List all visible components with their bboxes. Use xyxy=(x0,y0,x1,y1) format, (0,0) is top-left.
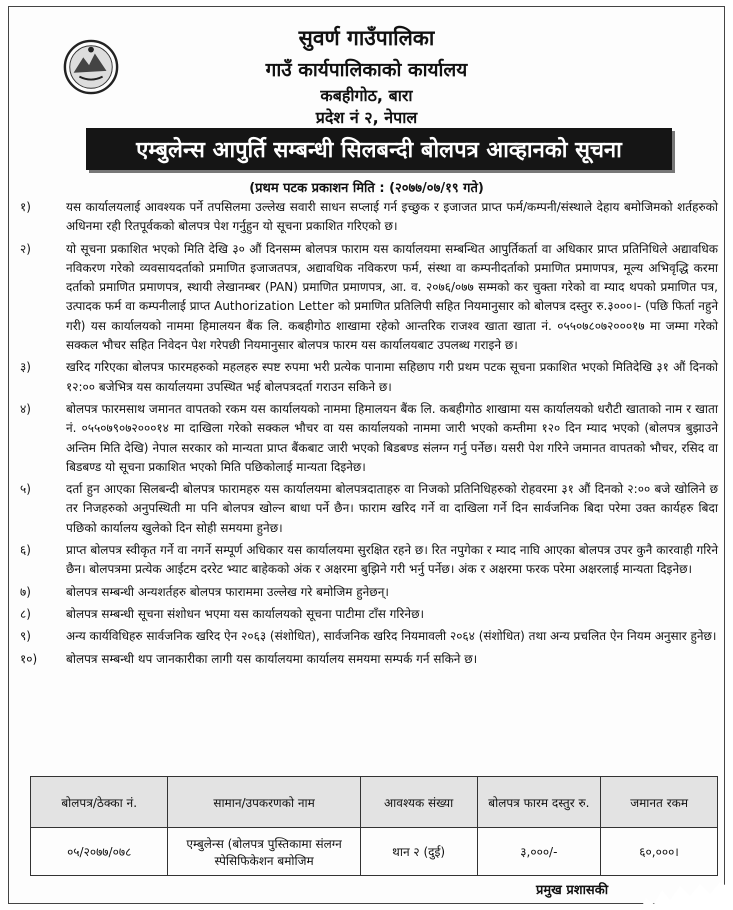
clause-text: बोलपत्र सम्बन्धी सूचना संशोधन भएमा यस कार्यालयको सूचना पाटीमा टाँस गरिनेछ। xyxy=(66,606,425,621)
clause-number: १०) xyxy=(20,651,38,666)
col-header-item-name: सामान/उपकरणको नाम xyxy=(168,777,360,828)
cell-security-amount: ६०,०००। xyxy=(601,828,718,876)
col-header-form-fee: बोलपत्र फारम दस्तुर रु. xyxy=(477,777,601,828)
table-header-row xyxy=(31,777,718,828)
clause-text: दर्ता हुन आएका सिलबन्दी बोलपत्र फारामहरु यस कार्यालयमा बोलपत्रदाताहरु वा निजको प्रतिनिधिहरुको रोहवरमा ३१ औं दिनको २:०० बजे खोलिने छ तर निजहरुको अनुपस्थिती मा पनि बोलपत्र खोल्न बाधा पर्ने छैन। फाराम खरिद गर्ने वा दाखिला गर्ने दिन सार्वजनिक बिदा परेमा उक्त कार्यहरु बिदा पछिको कार्यालय खुलेको दिन सोही समयमा हुनेछ। xyxy=(66,482,718,535)
cell-quantity: थान २ (दुई) xyxy=(360,828,477,876)
clause-item xyxy=(20,541,718,580)
bid-table xyxy=(30,776,718,876)
cell-bid-number: ०५/२०७७/०७८ xyxy=(31,828,168,876)
clause-number: ७) xyxy=(20,584,31,599)
table-row xyxy=(31,828,718,876)
clause-text: यो सूचना प्रकाशित भएको मिति देखि ३० औं दिनसम्म बोलपत्र फाराम यस कार्यालयमा सम्बन्धित आपुर्तिकर्ता वा अधिकार प्राप्त प्रतिनिधिले अद्यावधिक नविकरण गरेको व्यवसायदर्ताको प्रमाणित इजाजतपत्र, अद्यावधिक नविकरण फर्म, संस्था वा कम्पनीदर्ताको प्रमाणित प्रमाणपत्र, मूल्य अभिवृद्धि करमा दर्ताको प्रमाणित प्रमाणपत्र, स्थायी लेखानम्बर (PAN) प्रमाणित प्रमाणपत्र, आ. व. २०७६/०७७ सम्मको कर चुक्ता गरेको वा म्याद थपको प्रमाणित पत्र, उत्पादक फर्म वा कम्पनीलाई प्राप्त Authorization Letter को प्रमाणित प्रतिलिपी सहित नियमानुसार को बोलपत्र दस्तुर रु.३०००।- (पछि फिर्ता नहुने गरी) यस कार्यालयको नाममा हिमालयन बैंक लि. कबहीगोठ शाखामा रहेको आन्तरिक राजश्व खाता खाता नं. ०५५०७८०७२०००१७ मा जम्मा गरेको सक्कल भौचर सहित निवेदन पेश गरेपछी नियमानुसार बोलपत्र फारम यस कार्यालयबाट उपलब्ध गराइने छ। xyxy=(66,241,718,353)
clause-number: ९) xyxy=(20,629,31,644)
clause-text: बोलपत्र सम्बन्धी अन्यशर्तहरु बोलपत्र फाराममा उल्लेख गरे बमोजिम हुनेछन्। xyxy=(66,584,389,599)
col-header-security-amount: जमानत रकम xyxy=(601,777,718,828)
publication-date: (प्रथम पटक प्रकाशन मिति : (२०७७/०७/१९ गते) xyxy=(249,181,484,196)
cell-form-fee: ३,०००/- xyxy=(477,828,601,876)
clause-text: खरिद गरिएका बोलपत्र फारमहरुको महलहरु स्पष्ट रुपमा भरी प्रत्येक पानामा सहिछाप गरी प्रथम पटक सूचना प्रकाशित भएको मितिदेखि ३१ औं दिनको १२:०० बजेभित्र यस कार्यालयमा उपस्थित भई बोलपत्रदर्ता गराउन सकिने छ। xyxy=(66,360,718,394)
clause-number: १) xyxy=(20,200,31,214)
col-header-bid-number: बोलपत्र/ठेक्का नं. xyxy=(31,777,168,828)
clause-item xyxy=(20,240,718,356)
clause-item xyxy=(20,480,718,538)
clause-number: २) xyxy=(20,241,31,256)
municipality-name: सुवर्ण गाउँपालिका xyxy=(298,26,435,50)
clause-item xyxy=(20,627,718,646)
clause-number: ६) xyxy=(20,543,31,558)
signature-line: प्रमुख प्रशासकी xyxy=(536,883,609,898)
clause-number: ४) xyxy=(20,401,31,416)
clause-text: प्राप्त बोलपत्र स्वीकृत गर्ने वा नगर्ने सम्पूर्ण अधिकार यस कार्यालयमा सुरक्षित रहने छ। रित नपुगेका र म्याद नाघि आएका बोलपत्र उपर कुनै कारवाही गरिने छैन। बोलपत्रमा प्रत्येक आईटम दररेट भ्याट बाहेकको अंक र अक्षरमा बुझिने गरी भर्नु पर्नेछ। अंक र अक्षरमा फरक परेमा अक्षरलाई मान्यता दिइनेछ। xyxy=(66,543,718,577)
clause-list xyxy=(20,198,718,672)
clause-item xyxy=(20,605,718,624)
notice-title: एम्बुलेन्स आपुर्ति सम्बन्धी सिलबन्दी बोलपत्र आव्हानको सूचना xyxy=(86,128,672,170)
clause-text: यस कार्यालयलाई आवश्यक पर्ने तपसिलमा उल्लेख सवारी साधन सप्लाई गर्न इच्छुक र इजाजत प्राप्त फर्म/कम्पनी/संस्थाले देहाय बमोजिमको शर्तहरुको अधिनमा रही रितपूर्वकको बोलपत्र पेश गर्नुहुन यो सूचना प्रकाशित गरिएको छ। xyxy=(66,200,718,234)
clause-text: बोलपत्र फारमसाथ जमानत वापतको रकम यस कार्यालयको नाममा हिमालयन बैंक लि. कबहीगोठ शाखामा यस कार्यालयको धरौटी खाताको नाम र खाता नं. ०५५०७९०७२०००१४ मा दाखिला गरेको सक्कल भौचर वा यस कार्यालयको नाममा जारी भएको कम्तीमा १२० दिन म्याद भएको (बोलपत्र बुझाउने अन्तिम मिति देखि) नेपाल सरकार को मान्यता प्राप्त बैंकबाट जारी भएको बिडबण्ड संलग्न गर्नु पर्नेछ। यसरी पेश गरिने जमानत वापतको भौचर, रसिद वा बिडबण्ड यो सूचना प्रकाशित भएको मिति पछिकोलाई मान्यता दिइनेछ। xyxy=(66,401,718,474)
clause-number: ५) xyxy=(20,482,31,497)
clause-item xyxy=(20,400,718,477)
clause-number: ८) xyxy=(20,606,31,621)
clause-item xyxy=(20,198,718,237)
clause-text: बोलपत्र सम्बन्धी थप जानकारीका लागी यस कार्यालयमा कार्यालय समयमा सम्पर्क गर्न सकिने छ। xyxy=(66,651,478,666)
clause-item xyxy=(20,583,718,602)
office-name: गाउँ कार्यपालिकाको कार्यालय xyxy=(265,59,468,81)
clause-item xyxy=(20,358,718,397)
col-header-quantity: आवश्यक संख्या xyxy=(360,777,477,828)
torn-corner-icon xyxy=(640,878,730,910)
clause-text: अन्य कार्यविधिहरु सार्वजनिक खरिद ऐन २०६३ (संशोधित), सार्वजनिक खरिद नियमावली २०६४ (संशोधित) तथा अन्य प्रचलित ऐन नियम अनुसार हुनेछ। xyxy=(66,629,717,644)
cell-item-name: एम्बुलेन्स (बोलपत्र पुस्तिकामा संलग्न स्पेसिफिकेशन बमोजिम xyxy=(168,828,360,876)
province-name: प्रदेश नं २, नेपाल xyxy=(315,108,418,127)
office-location: कबहीगोठ, बारा xyxy=(320,86,413,105)
clause-number: ३) xyxy=(20,360,31,375)
clause-item xyxy=(20,650,718,669)
